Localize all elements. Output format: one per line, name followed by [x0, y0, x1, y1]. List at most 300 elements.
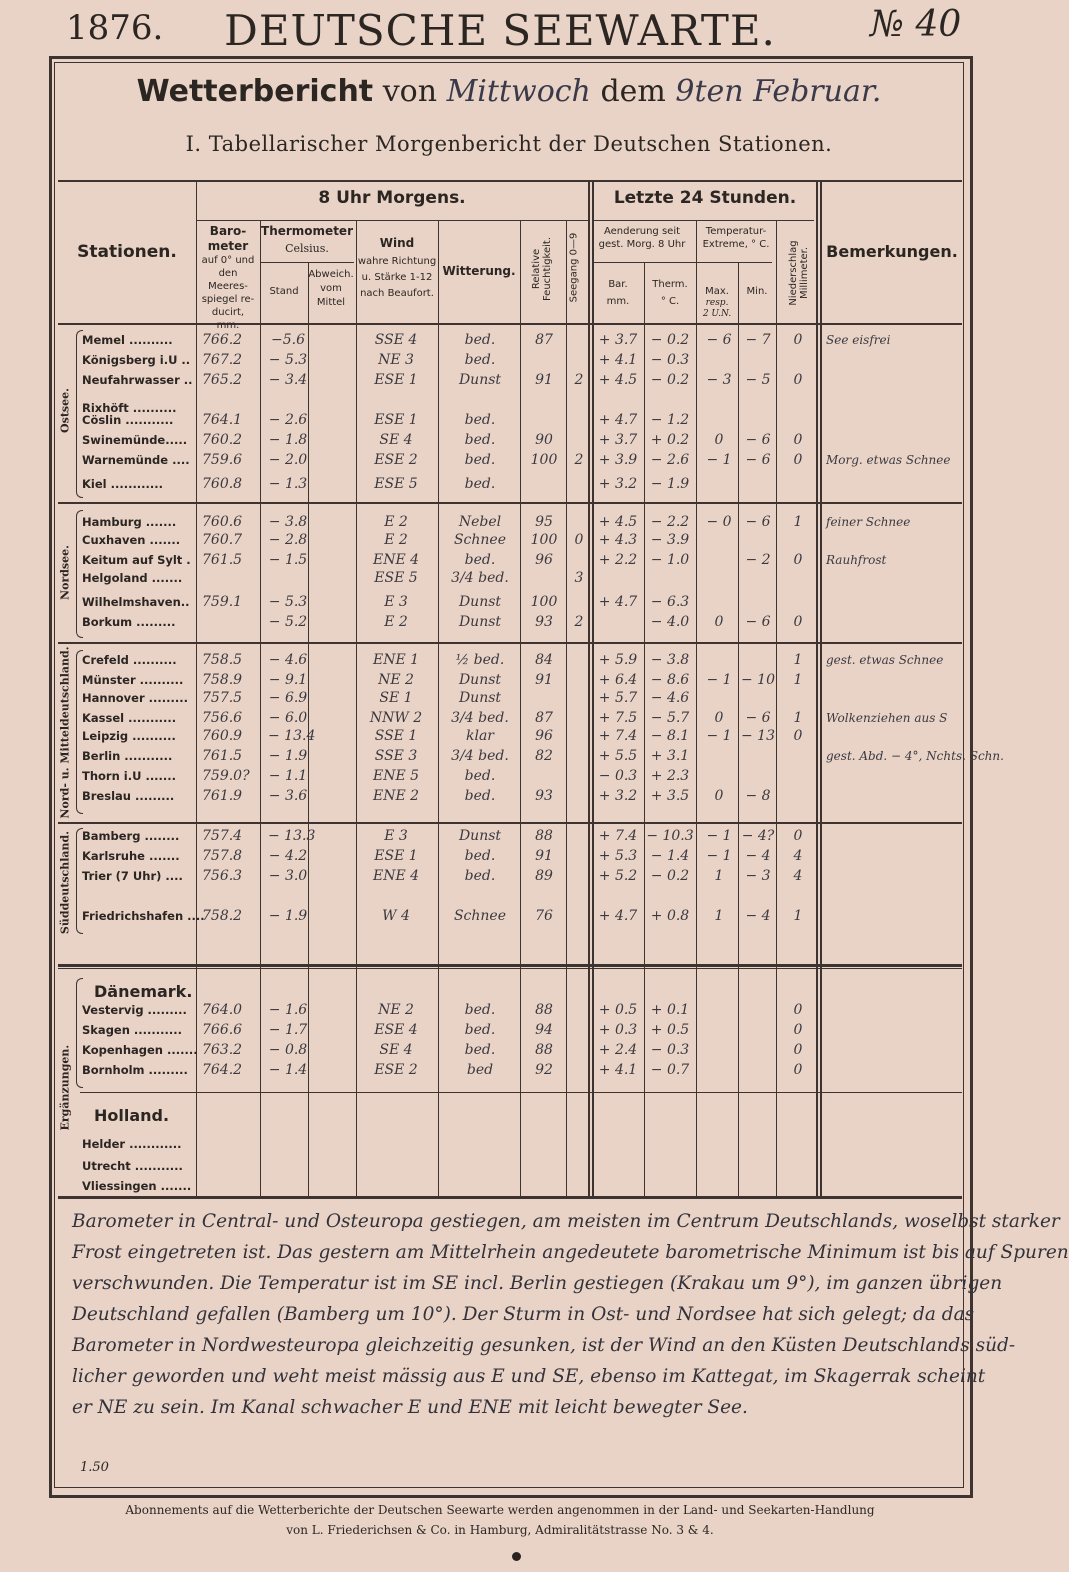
cell-wit: Dunst [458, 372, 502, 388]
cell-wind: E 3 [384, 594, 408, 610]
cell-max [700, 766, 738, 786]
cell-bar: 760.9 [202, 728, 243, 744]
cell-rem [826, 1060, 966, 1080]
cell-station: Memel .......... [82, 333, 173, 347]
cell-hum: 96 [535, 552, 553, 568]
cell-rem: feiner Schnee [826, 515, 911, 529]
cell-tch: − 0.3 [650, 1042, 690, 1058]
cell-wit [442, 1176, 518, 1196]
cell-wind: ENE 5 [372, 768, 420, 784]
cell-stand: − 2.6 [268, 412, 308, 428]
cell-sea [568, 766, 590, 786]
cell-sea [568, 786, 590, 806]
cell-hum [522, 350, 566, 370]
cell-hum: 82 [535, 748, 553, 764]
cell-bar: 756.3 [202, 868, 243, 884]
cell-tch: + 2.3 [650, 768, 690, 784]
table-row [0, 1176, 1000, 1196]
table-row [0, 410, 1000, 430]
section-rule [58, 502, 962, 504]
header-seegang: Seegang 0—9 [568, 232, 580, 303]
cell-min: − 6 [745, 614, 771, 630]
cell-bch [594, 1134, 642, 1154]
cell-sea [568, 708, 590, 728]
cell-max: 1 [714, 868, 724, 884]
cell-rem: gest. etwas Schnee [826, 653, 944, 667]
grid-line [260, 262, 354, 263]
cell-nied: 0 [793, 614, 803, 630]
cell-wind: NNW 2 [369, 710, 423, 726]
cell-bch: + 5.5 [598, 748, 638, 764]
cell-stand: − 4.6 [268, 652, 308, 668]
cell-max: 0 [714, 788, 724, 804]
cell-station: Wilhelmshaven.. [82, 595, 190, 609]
header-barometer-sub: auf 0° und den Meeres- spiegel re- ducirt, mm. [201, 255, 255, 331]
cell-wind: ENE 4 [372, 868, 420, 884]
cell-bar: 766.6 [202, 1022, 243, 1038]
cell-wit: bed. [464, 332, 496, 348]
cell-sea [568, 550, 590, 570]
cell-min: − 13 [741, 728, 775, 744]
cell-station: Trier (7 Uhr) .... [82, 869, 183, 883]
cell-station: Hamburg ....... [82, 515, 177, 529]
cell-tch: − 4.0 [650, 614, 690, 630]
cell-tch: − 8.6 [650, 672, 690, 688]
cell-wit: bed. [464, 1002, 496, 1018]
header-feuchtigkeit: Relative Feuchtigkeit. [531, 236, 553, 302]
cell-min [740, 568, 776, 588]
cell-hum: 84 [535, 652, 553, 668]
cell-nied: 0 [793, 1002, 803, 1018]
cell-min [740, 746, 776, 766]
cell-wit: bed. [464, 432, 496, 448]
cell-wind: E 2 [384, 614, 408, 630]
cell-stand: −5.6 [271, 332, 305, 348]
region-ostsee: Ostsee. [58, 388, 72, 433]
table-row [0, 612, 1000, 632]
cell-station: Hannover ......... [82, 691, 188, 705]
page-year: 1876. [66, 8, 164, 48]
table-row [0, 1020, 1000, 1040]
cell-tch: + 0.2 [650, 432, 690, 448]
cell-sea [568, 410, 590, 430]
cell-bar [202, 612, 262, 632]
cell-wit: bed. [464, 1022, 496, 1038]
section-rule [58, 822, 962, 824]
cell-hum: 76 [535, 908, 553, 924]
cell-wit [442, 1156, 518, 1176]
cell-bar: 763.2 [202, 1042, 243, 1058]
cell-min: − 4 [745, 908, 771, 924]
cell-bar: 761.5 [202, 552, 243, 568]
cell-tch: − 1.9 [650, 476, 690, 492]
table-top-rule [58, 180, 962, 182]
cell-min [740, 1020, 776, 1040]
cell-min [740, 1000, 776, 1020]
cell-rem [826, 370, 966, 390]
cell-max: − 1 [706, 828, 732, 844]
cell-stand: − 6.9 [268, 690, 308, 706]
cell-stand: − 5.2 [268, 614, 308, 630]
cell-stand: − 1.6 [268, 1002, 308, 1018]
page-dot [512, 1552, 521, 1561]
cell-hum: 92 [535, 1062, 553, 1078]
cell-station: Warnemünde .... [82, 453, 190, 467]
cell-min: − 4 [745, 848, 771, 864]
table-row [0, 1000, 1000, 1020]
cell-tch: + 0.5 [650, 1022, 690, 1038]
cell-wind: ENE 2 [372, 788, 420, 804]
cell-nied: 0 [793, 1062, 803, 1078]
table-row [0, 592, 1000, 612]
cell-bar: 760.7 [202, 532, 243, 548]
country-holland: Holland. [94, 1106, 170, 1125]
cell-hum [522, 766, 566, 786]
cell-wit: Dunst [458, 594, 502, 610]
cell-bch: + 5.9 [598, 652, 638, 668]
cell-stand: − 1.1 [268, 768, 308, 784]
report-heading [54, 74, 964, 109]
cell-hum [522, 410, 566, 430]
cell-stand: − 1.9 [268, 908, 308, 924]
cell-tch [644, 1176, 696, 1196]
cell-max [700, 1040, 738, 1060]
cell-rem [826, 612, 966, 632]
cell-rem [826, 1000, 966, 1020]
cell-sea: 2 [574, 372, 584, 388]
cell-stand: − 6.0 [268, 710, 308, 726]
cell-nied [778, 786, 818, 806]
cell-nied: 0 [793, 432, 803, 448]
cell-sea [568, 846, 590, 866]
cell-bch: + 5.2 [598, 868, 638, 884]
country-daenemark: Dänemark. [94, 982, 193, 1001]
cell-station: Münster .......... [82, 673, 184, 687]
cell-sea: 3 [574, 570, 584, 586]
cell-bar: 764.0 [202, 1002, 243, 1018]
cell-stand: − 1.3 [268, 476, 308, 492]
cell-stand: − 2.0 [268, 452, 308, 468]
cell-max [700, 530, 738, 550]
cell-wit: bed. [464, 352, 496, 368]
section-rule [80, 1092, 962, 1093]
header-aenderung: Aenderung seit gest. Morg. 8 Uhr [598, 226, 686, 250]
cell-bch: + 4.5 [598, 514, 638, 530]
cell-bar: 759.6 [202, 452, 243, 468]
summary-line: Barometer in Central- und Osteuropa gestiegen, am meisten im Centrum Deutschlands, woselbst starker [72, 1211, 1060, 1232]
cell-wit: bed [466, 1062, 494, 1078]
summary-line: Barometer in Nordwesteuropa gleichzeitig gesunken, ist der Wind an den Küsten Deutschlands süd- [72, 1335, 1016, 1356]
cell-bch: + 5.7 [598, 690, 638, 706]
cell-max [700, 592, 738, 612]
cell-wind: ESE 1 [374, 372, 418, 388]
cell-nied: 1 [793, 710, 803, 726]
cell-station: Keitum auf Sylt . [82, 553, 191, 567]
cell-stand [268, 568, 308, 588]
cell-station: Berlin ........... [82, 749, 173, 763]
cell-stand: − 1.7 [268, 1022, 308, 1038]
cell-sea [568, 688, 590, 708]
cell-station: Friedrichshafen .... [82, 909, 205, 923]
cell-min [740, 766, 776, 786]
cell-rem [826, 1156, 966, 1176]
header-wind: Wind [379, 236, 415, 250]
cell-bar: 757.4 [202, 828, 243, 844]
table-row [0, 726, 1000, 746]
cell-nied [778, 1134, 818, 1154]
cell-tch: − 3.9 [650, 532, 690, 548]
cell-hum: 100 [530, 532, 558, 548]
cell-hum [522, 1134, 566, 1154]
cell-sea [568, 650, 590, 670]
cell-bch [594, 1176, 642, 1196]
cell-sea [568, 330, 590, 350]
section-rule [58, 968, 962, 969]
cell-station: Kassel ........... [82, 711, 177, 725]
cell-stand: − 3.6 [268, 788, 308, 804]
cell-tch: − 5.7 [650, 710, 690, 726]
cell-min: − 6 [745, 432, 771, 448]
cell-rem [826, 474, 966, 494]
cell-max [700, 1176, 738, 1196]
cell-hum: 88 [535, 1042, 553, 1058]
cell-bar: 767.2 [202, 352, 243, 368]
cell-rem [826, 430, 966, 450]
cell-hum [522, 568, 566, 588]
cell-max [700, 350, 738, 370]
cell-max: − 6 [706, 332, 732, 348]
cell-bch [594, 612, 642, 632]
cell-stand: − 3.0 [268, 868, 308, 884]
cell-tch: − 2.2 [650, 514, 690, 530]
cell-wit: bed. [464, 452, 496, 468]
table-row [0, 430, 1000, 450]
cell-wit: bed. [464, 868, 496, 884]
cell-max [700, 474, 738, 494]
cell-bch: + 0.5 [598, 1002, 638, 1018]
cell-rem [826, 766, 966, 786]
cell-wit: bed. [464, 768, 496, 784]
region-sued: Süddeutschland. [58, 830, 72, 935]
cell-station: Leipzig .......... [82, 729, 176, 743]
cell-stand: − 13.4 [268, 728, 316, 744]
table-row [0, 512, 1000, 532]
cell-min [740, 1060, 776, 1080]
cell-bch: + 5.3 [598, 848, 638, 864]
cell-nied: 0 [793, 1022, 803, 1038]
cell-station: Rixhöft .......... [82, 401, 177, 415]
cell-stand: − 0.8 [268, 1042, 308, 1058]
cell-hum: 91 [535, 848, 553, 864]
table-row [0, 846, 1000, 866]
cell-sea [568, 1134, 590, 1154]
summary-line: licher geworden und weht meist mässig aus E und SE, ebenso im Kattegat, im Skagerrak scheint [72, 1366, 986, 1387]
cell-station: Helgoland ....... [82, 571, 183, 585]
cell-tch [644, 568, 696, 588]
cell-nied: 0 [793, 1042, 803, 1058]
cell-wit: Dunst [458, 690, 502, 706]
header-abweich: Abweich. vom Mittel [308, 269, 354, 308]
table-row [0, 330, 1000, 350]
footer [0, 1500, 1000, 1540]
cell-rem [826, 846, 966, 866]
cell-stand: − 1.9 [268, 748, 308, 764]
cell-station: Cuxhaven ....... [82, 533, 181, 547]
cell-max [700, 650, 738, 670]
cell-wind: NE 2 [378, 672, 414, 688]
cell-wind: ESE 1 [374, 848, 418, 864]
cell-hum: 89 [535, 868, 553, 884]
cell-rem [826, 1176, 966, 1196]
cell-rem: Wolkenziehen aus S [826, 711, 948, 725]
cell-nied [778, 530, 818, 550]
cell-max [700, 1060, 738, 1080]
summary-line: Frost eingetreten ist. Das gestern am Mittelrhein angedeutete barometrische Minimum ist bis auf Spuren [72, 1242, 1069, 1263]
cell-tch: − 4.6 [650, 690, 690, 706]
cell-max: 0 [714, 614, 724, 630]
cell-hum: 96 [535, 728, 553, 744]
cell-bch: + 4.3 [598, 532, 638, 548]
header-bemerkungen: Bemerkungen. [826, 242, 958, 261]
cell-bar: 757.8 [202, 848, 243, 864]
cell-bch: + 6.4 [598, 672, 638, 688]
cell-bar: 758.5 [202, 652, 243, 668]
cell-rem [826, 530, 966, 550]
cell-sea [568, 592, 590, 612]
cell-min [740, 530, 776, 550]
cell-wind: SSE 1 [374, 728, 418, 744]
header-celsius: Celsius. [285, 242, 329, 255]
cell-hum: 95 [535, 514, 553, 530]
cell-sea [568, 726, 590, 746]
cell-rem [826, 568, 966, 588]
cell-bar: 761.5 [202, 748, 243, 764]
header-extreme: Temperatur- Extreme, ° C. [702, 226, 770, 250]
cell-rem: Rauhfrost [826, 553, 887, 567]
cell-wind: E 2 [384, 514, 408, 530]
cell-bch: + 7.5 [598, 710, 638, 726]
cell-rem: gest. Abd. − 4°, Nchts. Schn. [826, 749, 1004, 763]
cell-min [740, 688, 776, 708]
cell-station: Karlsruhe ....... [82, 849, 180, 863]
cell-nied: 0 [793, 728, 803, 744]
table-row [0, 688, 1000, 708]
cell-sea [568, 350, 590, 370]
cell-sea [568, 906, 590, 926]
cell-max: − 3 [706, 372, 732, 388]
table-row [0, 1040, 1000, 1060]
header-bottom-rule [58, 323, 962, 325]
cell-bch: + 3.9 [598, 452, 638, 468]
cell-max: − 0 [706, 514, 732, 530]
report-dem: dem [600, 74, 666, 109]
cell-max [700, 1000, 738, 1020]
cell-stand: − 1.5 [268, 552, 308, 568]
cell-hum: 93 [535, 788, 553, 804]
report-prefix: Wetterbericht [136, 74, 374, 109]
cell-wind: SE 4 [379, 1042, 413, 1058]
cell-stand: − 5.3 [268, 594, 308, 610]
cell-wit: bed. [464, 476, 496, 492]
cell-nied: 0 [793, 332, 803, 348]
cell-bch: + 2.2 [598, 552, 638, 568]
cell-bar: 759.0? [202, 768, 250, 784]
cell-stand [268, 1134, 308, 1154]
cell-min [740, 650, 776, 670]
cell-wit: Schnee [453, 908, 507, 924]
cell-wind: ESE 5 [374, 476, 418, 492]
cell-rem [826, 1020, 966, 1040]
cell-min [740, 592, 776, 612]
table-row [0, 746, 1004, 766]
cell-station: Borkum ......... [82, 615, 176, 629]
grid-line [592, 262, 772, 263]
cell-wind: ENE 1 [372, 652, 420, 668]
cell-max: − 1 [706, 728, 732, 744]
cell-nied: 1 [793, 908, 803, 924]
cell-wind: ESE 4 [374, 1022, 418, 1038]
cell-bar: 766.2 [202, 332, 243, 348]
cell-rem [826, 726, 966, 746]
cell-rem [826, 826, 966, 846]
cell-nied [778, 688, 818, 708]
header-morning: 8 Uhr Morgens. [318, 188, 466, 208]
report-subtitle: I. Tabellarischer Morgenbericht der Deutschen Stationen. [185, 132, 833, 156]
cell-bch: + 4.7 [598, 594, 638, 610]
region-ergaenzungen: Ergänzungen. [58, 1044, 72, 1131]
cell-nied: 1 [793, 652, 803, 668]
cell-wit: klar [466, 728, 494, 744]
table-row [0, 530, 1000, 550]
cell-bch: + 3.2 [598, 788, 638, 804]
cell-wit [442, 1134, 518, 1154]
cell-bar: 761.9 [202, 788, 243, 804]
cell-hum [522, 474, 566, 494]
header-witterung: Witterung. [442, 264, 516, 278]
cell-max: 0 [714, 432, 724, 448]
cell-tch: + 3.1 [650, 748, 690, 764]
cell-bch [594, 1156, 642, 1176]
cell-stand [268, 1176, 308, 1196]
cell-hum: 88 [535, 828, 553, 844]
cell-bch: + 3.7 [598, 332, 638, 348]
cell-bar: 760.6 [202, 514, 243, 530]
cell-wind: ESE 2 [374, 452, 418, 468]
cell-wit: Dunst [458, 828, 502, 844]
cell-wit: Nebel [458, 514, 502, 530]
header-therm-c: Therm. ° C. [652, 279, 688, 307]
cell-tch: − 0.2 [650, 868, 690, 884]
cell-bch: + 4.7 [598, 908, 638, 924]
cell-wit: Schnee [453, 532, 507, 548]
header-max-note: resp. 2 U.N. [702, 298, 732, 319]
grid-line [196, 220, 588, 221]
cell-min: − 4? [741, 828, 775, 844]
cell-tch: − 0.7 [650, 1062, 690, 1078]
cell-wit: bed. [464, 412, 496, 428]
cell-stand: − 2.8 [268, 532, 308, 548]
cell-sea [568, 1000, 590, 1020]
cell-min [740, 410, 776, 430]
cell-nied: 4 [793, 868, 803, 884]
cell-station: Cöslin ........... [82, 413, 174, 427]
page-reference: 1.50 [80, 1460, 109, 1475]
cell-min: − 8 [745, 788, 771, 804]
cell-nied [778, 1176, 818, 1196]
cell-nied: 0 [793, 372, 803, 388]
table-row [0, 1134, 1000, 1154]
cell-wind: NE 3 [378, 352, 414, 368]
